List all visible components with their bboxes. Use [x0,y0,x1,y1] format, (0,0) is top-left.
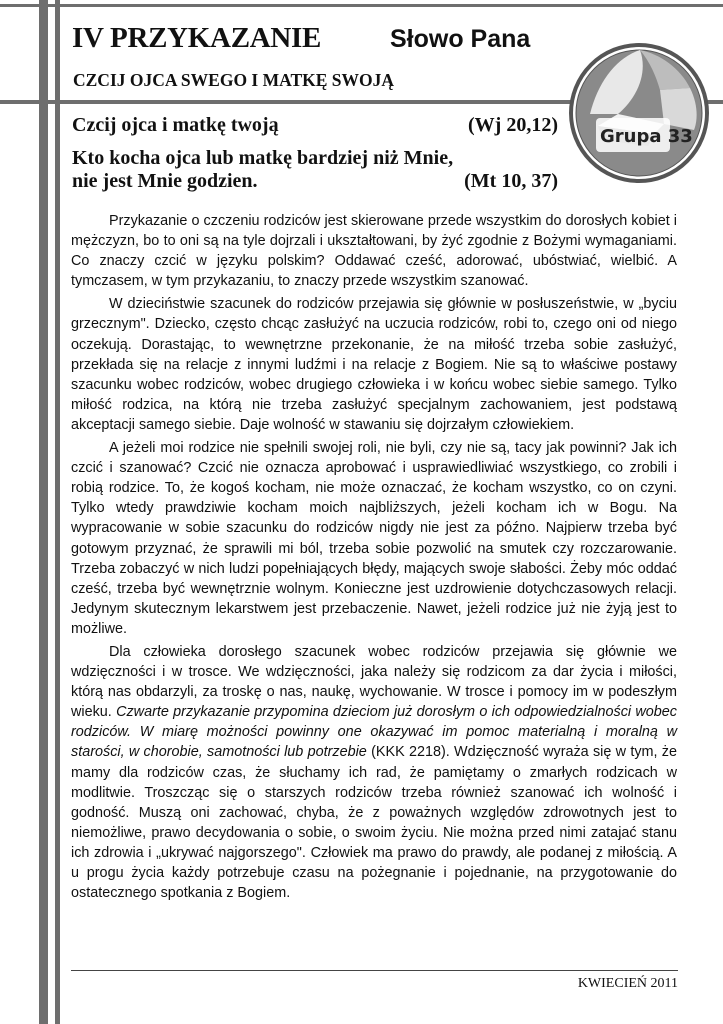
logo-text: Grupa 33 [600,126,693,147]
scripture-quotes [72,114,558,193]
paragraph-text: (KKK 2218). Wdzięczność wyraża się w tym, że mamy dla rodziców czas, że słuchamy ich rad, że pamiętamy o zmarłych rodzicach w modlitwie. Troszcząc się o starszych rodziców trzeba również szanować ich wolność i godność. Muszą oni zachować, chyba, że z poważnych względów zdrowotnych jest to niemożliwe, prawo decydowania o sobie, o swoim życiu. Nie można przed nimi zatajać stanu ich zdrowia i „ukrywać najgorszego". Człowiek ma prawo do prawdy, ale podanej z miłością. A u progu życia każdy potrzebuje czasu na pożegnanie i pojednanie, na przygotowanie do ostatecznego spotkania z Bogiem. [71,744,677,902]
footer-divider [71,970,678,971]
paragraph: Przykazanie o czczeniu rodziców jest skierowane przede wszystkim do dorosłych kobiet i mężczyzn, bo to oni są na tyle dojrzali i ukształtowani, by żyć zgodnie z Bożymi wymaganiami. Co znaczy czcić w języku polskim? Oddawać cześć, adorować, ubóstwiać, wielbić. A tymczasem, w tym przykazaniu, to znaczy przede wszystkim szanować. [71,213,677,290]
section-label: Słowo Pana [390,25,531,53]
quote-block [72,147,558,193]
article-body [71,211,677,906]
catechism-citation: Czwarte przykazanie przypomina dzieciom już dorosłym o ich odpowiedzialności wobec rodziców. W miarę możności powinny one okazywać im pomoc materialną i moralną w starości, w chorobie, samotności lub potrzebie [71,704,677,761]
paragraph: W dzieciństwie szacunek do rodziców przejawia się głównie w posłuszeństwie, w „byciu grzecznym". Dziecko, często chcąc zasłużyć na uczucia rodziców, robi to, czego oni od niego oczekują. Dorastając, to wewnętrzne przekonanie, że na miłość trzeba sobie zasłużyć, przekłada się na relacje z innymi ludźmi i na relacje z Bogiem. Nie są to właściwe postawy szacunku wobec rodziców, wobec drugiego człowieka i w końcu wobec siebie samego. Tylko miłość rodzica, na którą nie trzeba zasłużyć specjalnym zachowaniem, jest podstawą akceptacji samego siebie. Daje wolność w stawaniu się dojrzałym człowiekiem. [71,296,677,433]
quote-line [72,147,558,170]
quote-text: nie jest Mnie godzien. [72,170,258,192]
group-logo [568,42,710,184]
quote-line [72,114,558,137]
quote-line [72,170,558,193]
quote-reference: (Mt 10, 37) [464,170,558,192]
top-border-line [0,4,723,7]
quote-reference: (Wj 20,12) [468,114,558,136]
quote-text: Kto kocha ojca lub matkę bardziej niż Mnie, [72,147,454,169]
quote-block [72,114,558,137]
left-border-bar-inner [55,0,60,1024]
paragraph-text: Dla człowieka dorosłego szacunek wobec rodziców przejawia się głównie we wdzięczności i w trosce. We wdzięczności, jaka należy się rodzicom za dar życia i miłości, którą nas obdarzyli, za troskę o nas, naukę, wychowanie. W trosce i pomocy im w podeszłym wieku. [71,643,677,721]
paragraph: A jeżeli moi rodzice nie spełnili swojej roli, nie byli, czy nie są, tacy jak powinni? Jak ich czcić i szanować? Czcić nie oznacza aprobować i usprawiedliwiać wszystkiego, co zrobili i robią rodzice. To, że kogoś kocham, nie może oznaczać, że kocham wszystko, co on czyni. Tylko wtedy prawdziwie kocham moich najbliższych, jeżeli kocham ich w Bogu. Na wypracowanie w sobie szacunku do rodziców nigdy nie jest za późno. Najpierw trzeba być gotowym przyznać, że sprawili mi ból, trzeba sobie pozwolić na smutek czy rozczarowanie. Trzeba zobaczyć w nich ludzi popełniających błędy, mających swoje słabości. Żeby móc oddać cześć, trzeba być wewnętrznie wolnym. Konieczne jest uzdrowienie dotychczasowych relacji. Jedynym skutecznym lekarstwem jest przebaczenie. Nawet, jeżeli rodzice już nie żyją jest to możliwe. [71,440,677,637]
page-subtitle: CZCIJ OJCA SWEGO I MATKĘ SWOJĄ [73,70,395,90]
issue-date: KWIECIEŃ 2011 [577,976,678,991]
left-border-bar-outer [39,0,48,1024]
quote-text: Czcij ojca i matkę twoją [72,114,279,136]
paragraph [71,642,677,903]
page-title: IV PRZYKAZANIE [72,22,322,54]
